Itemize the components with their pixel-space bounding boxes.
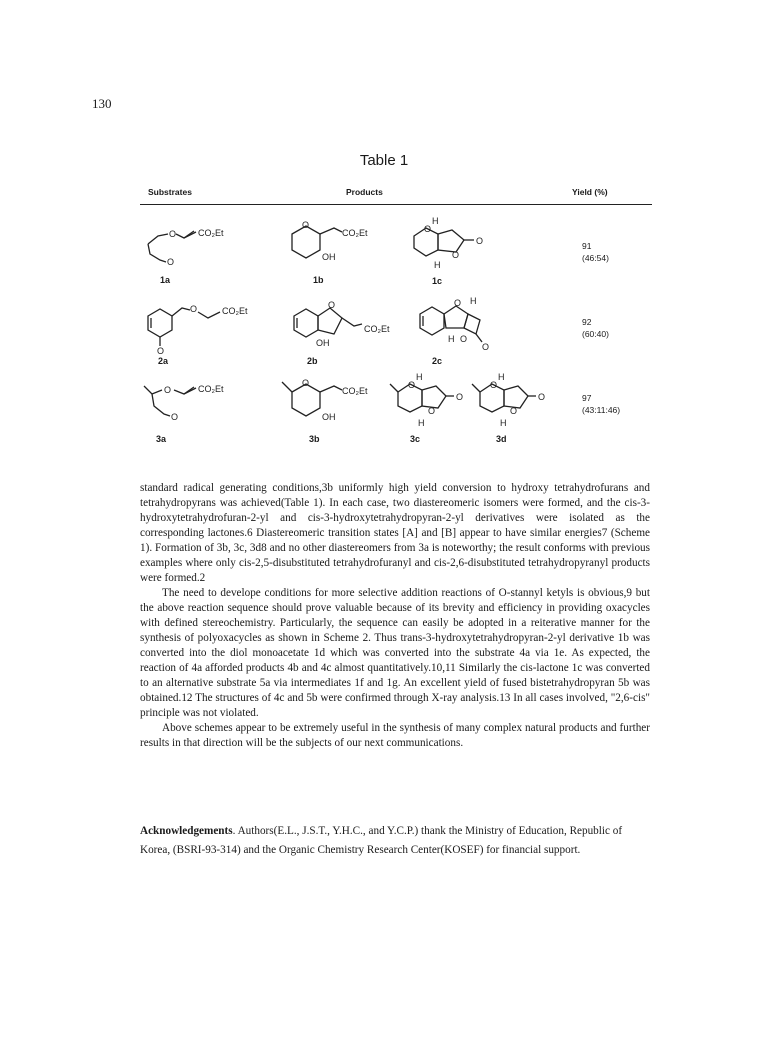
structure-2a — [140, 296, 248, 356]
table-header-rule — [140, 204, 652, 205]
atom-o: O — [302, 378, 310, 388]
atom-h: H — [416, 372, 423, 382]
atom-o: O — [169, 229, 177, 239]
atom-o: O — [164, 385, 172, 395]
label-oh: OH — [322, 412, 336, 422]
structure-3c — [388, 368, 478, 432]
atom-o: O — [454, 298, 462, 308]
atom-o: O — [452, 250, 460, 260]
structure-3d — [470, 368, 560, 432]
structure-3b — [280, 374, 380, 429]
paragraph-2: The need to develope conditions for more selective addition reactions of O-stannyl ketyls is obvious,9 but the above reaction sequence should prove valuable because of its brevity and efficiency in providing oxacycles with defined stereochemistry. Particularly, the sequence can easily be adopted in a reiterative manner for the synthesis of polyoxacycles as shown in Scheme 2. Thus trans-3-hydroxytetrahydropyran-2-yl derivative 1b was converted into the diol monoacetate 1d which was converted into the substrate 4a via 1e. As expected, the reaction of 4a afforded products 4b and 4c almost quantitatively.10,11 Similarly the cis-lactone 1c was converted to an alternative substrate 5a via intermediates 1f and 1g. An excellent yield of fused bistetrahydropyran 5b was obtained.12 The structures of 4c and 5b were confirmed through X-ray analysis.13 In all cases involved, "2,6-cis" principle was not violated. — [140, 587, 650, 719]
compound-label-2b: 2b — [307, 356, 318, 366]
atom-h: H — [418, 418, 425, 428]
atom-o: O — [157, 346, 165, 356]
acknowledgements-heading: Acknowledgements — [140, 825, 233, 837]
page-number: 130 — [92, 96, 112, 111]
compound-label-3a: 3a — [156, 434, 167, 444]
header-substrates: Substrates — [148, 187, 192, 197]
label-co2et: CO₂Et — [198, 228, 224, 238]
atom-h: H — [434, 260, 441, 270]
yield-row-2 — [582, 316, 609, 340]
isomer-ratio: (60:40) — [582, 329, 609, 339]
compound-label-2a: 2a — [158, 356, 169, 366]
atom-o: O — [428, 406, 436, 416]
acknowledgements-text: . Authors(E.L., J.S.T., Y.H.C., and Y.C.P.) thank the Ministry of Education, Republic of Korea, (BSRI-93-314) and the Organic Chemistry Research Center(KOSEF) for financial support. — [140, 825, 623, 856]
atom-o: O — [510, 406, 518, 416]
compound-label-3b: 3b — [309, 434, 320, 444]
structure-1c — [408, 214, 498, 274]
header-yield: Yield (%) — [572, 187, 608, 197]
label-oh: OH — [316, 338, 330, 348]
body-text — [140, 481, 650, 751]
atom-o: O — [408, 380, 416, 390]
structure-2b — [286, 296, 396, 351]
atom-h: H — [448, 334, 455, 344]
paragraph-1: standard radical generating conditions,3b uniformly high yield conversion to hydroxy tetrahydrofurans and tetrahydropyrans was achieved(Table 1). In each case, two diastereomeric isomers were formed, and the cis-3-hydroxytetrahydrofuran-2-yl and cis-3-hydroxytetrahydropyran-2-yl derivatives were isolated as the corresponding lactones.6 Diastereomeric transition states [A] and [B] appear to have similar energies7 (Scheme 1). Formation of 3b, 3c, 3d8 and no other diastereomers from 3a is noteworthy; the result conforms with previous examples where only cis-2,5-disubstituted tetrahydrofuranyl and cis-2,6-disubstituted tetrahydropyranyl products were formed.2 — [140, 482, 650, 584]
yield-row-1 — [582, 240, 609, 264]
structure-1a — [140, 222, 230, 267]
compound-label-2c: 2c — [432, 356, 443, 366]
label-co2et: CO₂Et — [342, 386, 368, 396]
label-co2et: CO₂Et — [222, 306, 248, 316]
atom-o: O — [190, 304, 198, 314]
atom-o: O — [460, 334, 468, 344]
label-co2et: CO₂Et — [198, 384, 224, 394]
structure-2c — [414, 294, 514, 354]
isomer-ratio: (46:54) — [582, 253, 609, 263]
table-title: Table 1 — [359, 152, 409, 169]
structure-1b — [282, 216, 382, 266]
isomer-ratio: (43:11:46) — [582, 405, 621, 415]
compound-label-3c: 3c — [410, 434, 421, 444]
yield-value: 92 — [582, 317, 592, 327]
compound-label-1b: 1b — [313, 275, 324, 285]
atom-h: H — [470, 296, 477, 306]
atom-h: H — [498, 372, 505, 382]
structure-3a — [140, 376, 230, 424]
yield-value: 91 — [582, 241, 592, 251]
compound-label-3d: 3d — [496, 434, 507, 444]
atom-o: O — [302, 220, 310, 230]
atom-o: O — [456, 392, 464, 402]
yield-value: 97 — [582, 393, 592, 403]
atom-o: O — [476, 236, 484, 246]
atom-o: O — [490, 380, 498, 390]
atom-o: O — [424, 224, 432, 234]
yield-row-3 — [582, 392, 620, 416]
acknowledgements — [140, 822, 654, 860]
label-co2et: CO₂Et — [364, 324, 390, 334]
atom-h: H — [432, 216, 439, 226]
label-oh: OH — [322, 252, 336, 262]
atom-h: H — [500, 418, 507, 428]
compound-label-1c: 1c — [432, 276, 443, 286]
label-co2et: CO₂Et — [342, 228, 368, 238]
atom-o: O — [167, 257, 175, 267]
atom-o: O — [328, 300, 336, 310]
atom-o: O — [171, 412, 179, 422]
atom-o: O — [482, 342, 490, 352]
header-products: Products — [346, 187, 383, 197]
paragraph-3: Above schemes appear to be extremely useful in the synthesis of many complex natural products and further results in that direction will be the subjects of our next communications. — [140, 722, 650, 749]
atom-o: O — [538, 392, 546, 402]
compound-label-1a: 1a — [160, 275, 171, 285]
